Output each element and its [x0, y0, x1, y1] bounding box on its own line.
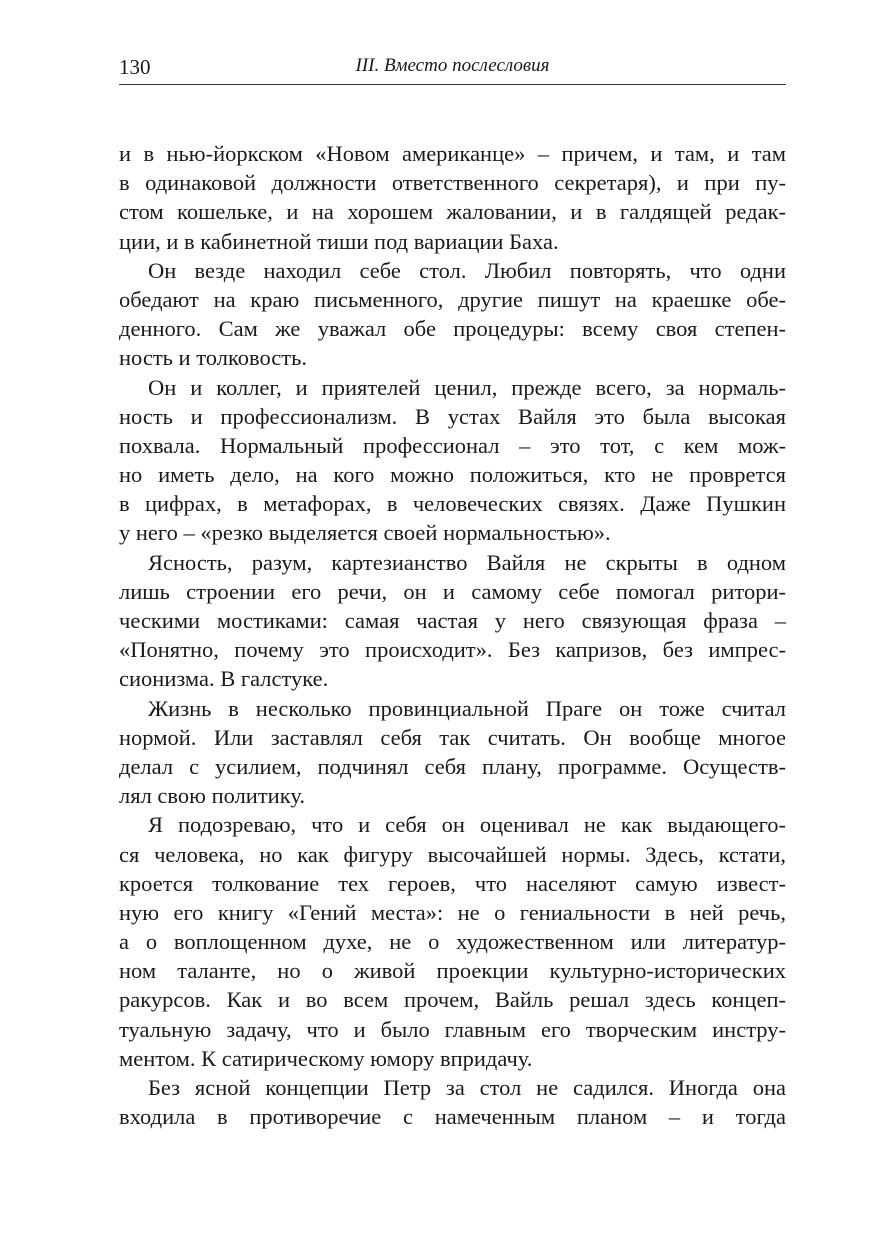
text-line: нормой. Или заставлял себя так считать. Он вообще многое	[119, 724, 786, 750]
text-line: Жизнь в несколько провинциальной Праге он тоже считал	[148, 695, 786, 721]
text-line: ракурсов. Как и во всем прочем, Вайль решал здесь концеп-	[119, 987, 786, 1013]
text-line: кроется толкование тех героев, что населяют самую извест-	[119, 870, 786, 896]
text-line: но иметь дело, на кого можно положиться, кто не проврется	[119, 462, 786, 488]
text-line: ческими мостиками: самая частая у него связующая фраза –	[119, 608, 786, 633]
text-line: а о воплощенном духе, не о художественном или литератур-	[119, 929, 786, 955]
text-line: сионизма. В галстуке.	[119, 666, 329, 692]
text-line: ном таланте, но о живой проекции культурно-исторических	[119, 958, 786, 984]
text-line: делал с усилием, подчинял себя плану, программе. Осуществ-	[119, 753, 786, 779]
text-line: Ясность, разум, картезианство Вайля не скрыты в одном	[148, 549, 786, 575]
text-line: денного. Сам же уважал обе процедуры: всему своя степен-	[119, 316, 786, 342]
text-line: в цифрах, в метафорах, в человеческих связях. Даже Пушкин	[119, 491, 786, 517]
text-line: обедают на краю письменного, другие пишут на краешке обе-	[119, 286, 786, 312]
running-head: III. Вместо послесловия	[355, 55, 550, 76]
text-line: ся человека, но как фигуру высочайшей нормы. Здесь, кстати,	[119, 841, 786, 867]
text-line: Он и коллег, и приятелей ценил, прежде всего, за нормаль-	[148, 374, 786, 400]
text-line: лял свою политику.	[119, 783, 305, 809]
text-line: ментом. К сатирическому юмору впридачу.	[119, 1045, 533, 1071]
page-header	[119, 52, 786, 85]
text-line: Я подозреваю, что и себя он оценивал не как выдающего-	[148, 812, 786, 838]
text-line: и в нью-йоркском «Новом американце» – причем, и там, и там	[119, 141, 786, 166]
text-line: лишь строении его речи, он и самому себе помогал ритори-	[119, 578, 786, 604]
text-line: ную его книгу «Гений места»: не о гениальности в ней речь,	[119, 899, 786, 925]
text-line: ции, и в кабинетной тиши под вариации Баха.	[119, 228, 559, 254]
text-line: туальную задачу, что и было главным его творческим инстру-	[119, 1016, 786, 1042]
text-line: у него – «резко выделяется своей нормальностью».	[119, 520, 611, 546]
text-line: входила в противоречие с намеченным планом – и тогда	[119, 1104, 786, 1130]
page-number: 130	[119, 55, 151, 79]
text-line: похвала. Нормальный профессионал – это тот, с кем мож-	[119, 432, 786, 458]
text-line: Он везде находил себе стол. Любил повторять, что одни	[148, 257, 786, 283]
text-line: ность и профессионализм. В устах Вайля это была высокая	[119, 403, 786, 429]
text-line: Без ясной концепции Петр за стол не садился. Иногда она	[148, 1075, 786, 1100]
text-line: в одинаковой должности ответственного секретаря), и при пу-	[119, 170, 786, 196]
text-line: ность и толковость.	[119, 345, 307, 371]
text-line: стом кошельке, и на хорошем жаловании, и в галдящей редак-	[119, 199, 786, 225]
body-text	[119, 139, 786, 1131]
text-line: «Понятно, почему это происходит». Без капризов, без импрес-	[119, 637, 786, 663]
